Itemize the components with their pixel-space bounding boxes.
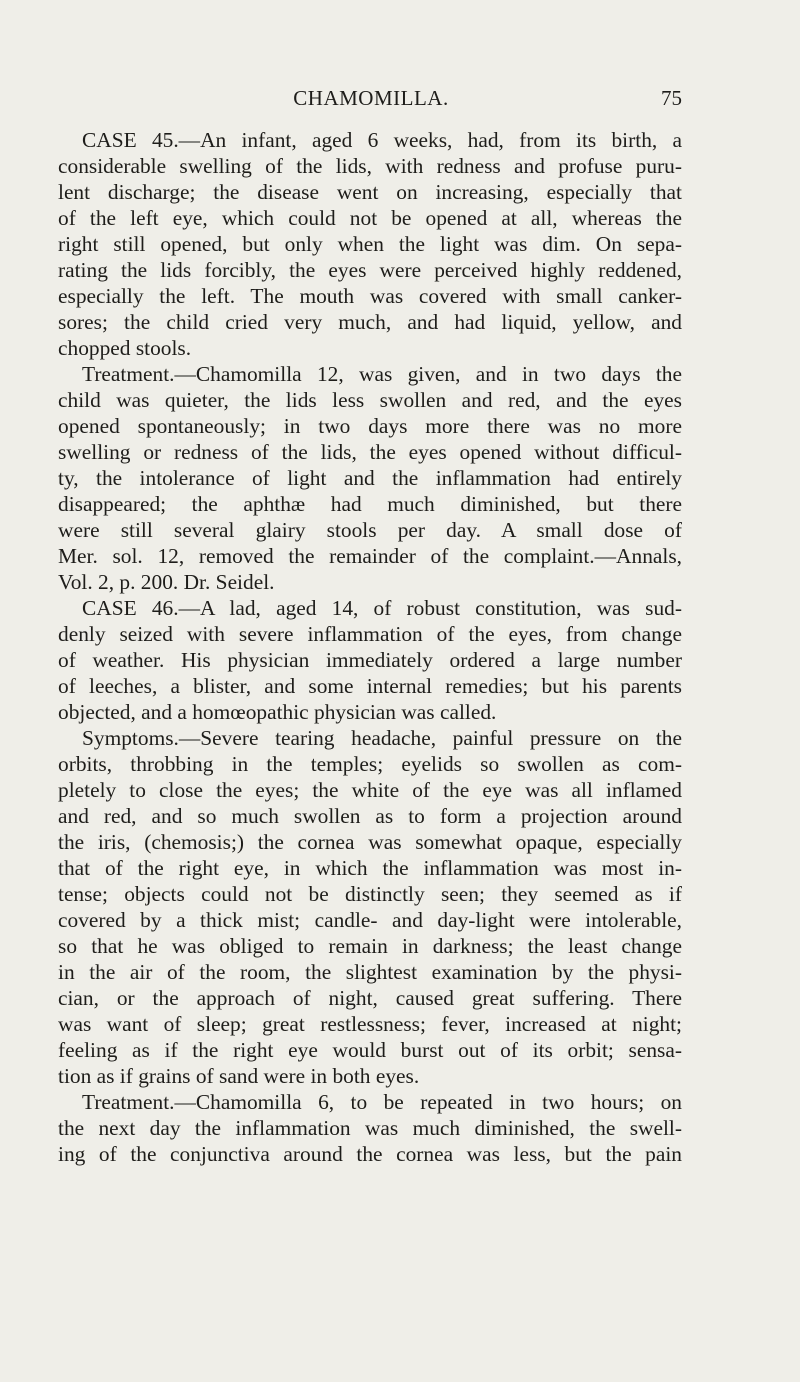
- text-line: sores; the child cried very much, and had liquid, yellow, and: [58, 310, 682, 334]
- text-line: Vol. 2, p. 200. Dr. Seidel.: [58, 570, 275, 594]
- text-line: covered by a thick mist; candle- and day-light were intolerable,: [58, 908, 682, 932]
- text-line: tense; objects could not be distinctly seen; they seemed as if: [58, 882, 682, 906]
- text-line: was want of sleep; great restlessness; fever, increased at night;: [58, 1012, 682, 1036]
- text-line: CASE 45.—An infant, aged 6 weeks, had, from its birth, a: [82, 128, 682, 152]
- text-line: and red, and so much swollen as to form a projection around: [58, 804, 682, 828]
- text-line: CASE 46.—A lad, aged 14, of robust constitution, was sud-: [82, 596, 682, 620]
- text-line: denly seized with severe inflammation of the eyes, from change: [58, 622, 682, 646]
- body-text: [58, 127, 682, 1167]
- text-line: child was quieter, the lids less swollen and red, and the eyes: [58, 388, 682, 412]
- text-line: the next day the inflammation was much diminished, the swell-: [58, 1116, 682, 1140]
- text-line: cian, or the approach of night, caused great suffering. There: [58, 986, 682, 1010]
- text-line: especially the left. The mouth was covered with small canker-: [58, 284, 682, 308]
- text-line: in the air of the room, the slightest examination by the physi-: [58, 960, 682, 984]
- running-head: [60, 86, 682, 114]
- text-line: Treatment.—Chamomilla 12, was given, and in two days the: [82, 362, 682, 386]
- text-line: orbits, throbbing in the temples; eyelids so swollen as com-: [58, 752, 682, 776]
- text-line: disappeared; the aphthæ had much diminished, but there: [58, 492, 682, 516]
- text-line: ing of the conjunctiva around the cornea was less, but the pain: [58, 1142, 682, 1166]
- text-line: so that he was obliged to remain in darkness; the least change: [58, 934, 682, 958]
- text-line: rating the lids forcibly, the eyes were perceived highly reddened,: [58, 258, 682, 282]
- text-line: opened spontaneously; in two days more there was no more: [58, 414, 682, 438]
- text-line: Mer. sol. 12, removed the remainder of the complaint.—Annals,: [58, 544, 682, 568]
- text-line: were still several glairy stools per day. A small dose of: [58, 518, 682, 542]
- text-line: of weather. His physician immediately ordered a large number: [58, 648, 682, 672]
- text-line: lent discharge; the disease went on increasing, especially that: [58, 180, 682, 204]
- text-line: objected, and a homœopathic physician was called.: [58, 700, 497, 724]
- text-line: considerable swelling of the lids, with redness and profuse puru-: [58, 154, 682, 178]
- text-line: tion as if grains of sand were in both eyes.: [58, 1064, 420, 1088]
- text-line: of leeches, a blister, and some internal remedies; but his parents: [58, 674, 682, 698]
- text-line: pletely to close the eyes; the white of the eye was all inflamed: [58, 778, 682, 802]
- text-line: Symptoms.—Severe tearing headache, painful pressure on the: [82, 726, 682, 750]
- text-line: Treatment.—Chamomilla 6, to be repeated in two hours; on: [82, 1090, 682, 1114]
- text-line: chopped stools.: [58, 336, 192, 360]
- text-line: of the left eye, which could not be opened at all, whereas the: [58, 206, 682, 230]
- text-line: the iris, (chemosis;) the cornea was somewhat opaque, especially: [58, 830, 682, 854]
- page-number: 75: [661, 86, 682, 110]
- text-line: that of the right eye, in which the inflammation was most in-: [58, 856, 682, 880]
- running-title: CHAMOMILLA.: [293, 86, 449, 110]
- text-line: right still opened, but only when the light was dim. On sepa-: [58, 232, 682, 256]
- text-line: ty, the intolerance of light and the inflammation had entirely: [58, 466, 682, 490]
- text-line: feeling as if the right eye would burst out of its orbit; sensa-: [58, 1038, 682, 1062]
- text-line: swelling or redness of the lids, the eyes opened without difficul-: [58, 440, 682, 464]
